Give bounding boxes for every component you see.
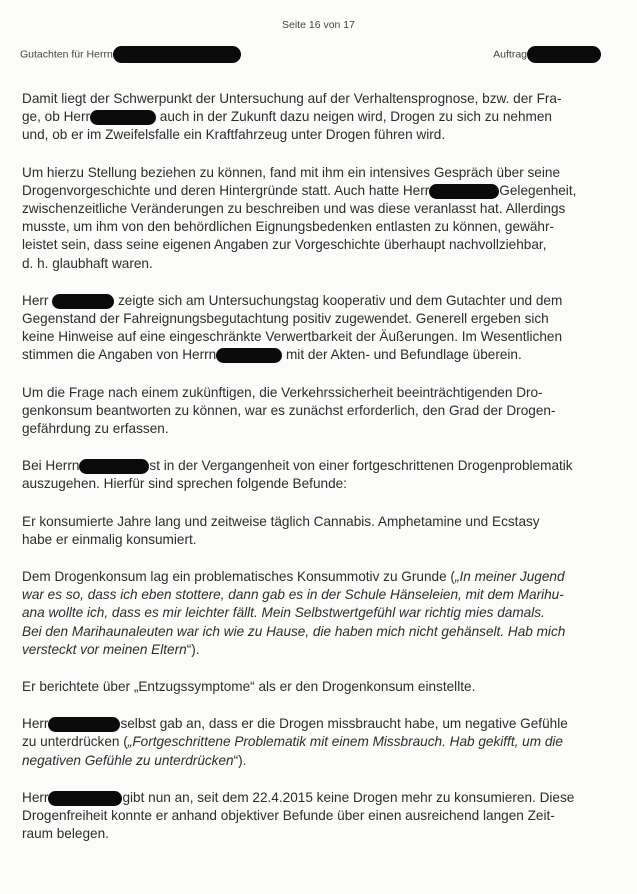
text-fragment: Drogenfreiheit konnte er anhand objektiver Befunde über einen ausreichend langen Zeit-	[22, 808, 555, 824]
quote-fragment: negativen Gefühle zu unterdrücken	[22, 752, 234, 768]
text-line	[22, 678, 612, 696]
paragraph-behavior-prognosis	[22, 90, 612, 145]
text-fragment: zwischenzeitliche Veränderungen zu beschreiben und was diese veranlasst hat. Allerdings	[22, 201, 566, 217]
text-fragment: “).	[233, 752, 247, 768]
text-fragment: und, ob er im Zweifelsfalle ein Kraftfahrzeug unter Drogen führen wird.	[22, 127, 446, 143]
text-line	[22, 402, 612, 420]
text-line	[22, 789, 612, 807]
text-fragment: zu unterdrücken (	[22, 734, 128, 750]
text-line	[22, 568, 612, 586]
paragraph-motive	[22, 568, 612, 659]
text-fragment: Gelegenheit,	[499, 182, 577, 198]
redaction-bar	[216, 348, 282, 363]
text-fragment: “).	[186, 641, 200, 657]
text-line	[22, 292, 612, 310]
text-fragment: Dem Drogenkonsum lag ein problematisches Konsummotiv zu Grunde (	[22, 569, 455, 585]
text-line	[22, 310, 612, 328]
paragraph-interview	[22, 164, 612, 273]
quote-fragment: Bei den Marihaunaleuten war ich wie zu Hause, die haben mich nicht gehänselt. Hab mich	[22, 623, 566, 639]
header-order	[493, 46, 601, 63]
redaction-bar	[79, 459, 149, 474]
header-order-label: Auftrag	[493, 48, 527, 61]
text-fragment: Herr	[22, 789, 49, 805]
redaction-bar	[52, 294, 114, 309]
text-line	[22, 623, 612, 641]
text-fragment: selbst gab an, dass er die Drogen missbraucht habe, um negative Gefühle	[120, 716, 568, 732]
text-line	[22, 457, 612, 475]
text-line	[22, 126, 612, 144]
text-line	[22, 513, 612, 531]
text-line	[22, 733, 612, 751]
text-fragment: Er berichtete über „Entzugssymptome“ als er den Drogenkonsum einstellte.	[22, 679, 476, 695]
text-fragment: auch in der Zukunft dazu neigen wird, Drogen zu sich zu nehmen	[159, 109, 552, 125]
text-fragment: genkonsum beantworten zu können, war es zunächst erforderlich, den Grad der Drogen-	[22, 402, 556, 418]
text-fragment: Damit liegt der Schwerpunkt der Untersuchung auf der Verhaltensprognose, bzw. der Fra-	[22, 91, 562, 106]
text-fragment: zeigte sich am Untersuchungstag kooperativ und dem Gutachter und dem	[118, 292, 563, 308]
paragraph-drug-risk	[22, 384, 612, 439]
text-line	[22, 346, 612, 364]
quote-fragment: „In meiner Jugend	[454, 569, 565, 585]
text-line	[22, 715, 612, 733]
text-line	[22, 236, 612, 254]
quote-fragment: ana wollte ich, dass es mir leichter fällt. Mein Selbstwertgefühl war richtig mies damals.	[22, 605, 545, 621]
text-fragment: mit der Akten- und Befundlage überein.	[285, 347, 522, 363]
paragraph-consumption	[22, 513, 612, 549]
redaction-bar	[429, 184, 499, 199]
paragraph-advanced-problem	[22, 457, 612, 493]
text-line	[22, 384, 612, 402]
paragraph-withdrawal	[22, 678, 612, 696]
text-line	[22, 604, 612, 622]
header-client	[20, 46, 241, 63]
text-line	[22, 200, 612, 218]
text-fragment: Drogenvorgeschichte und deren Hintergründe statt. Auch hatte Herr	[22, 182, 430, 198]
text-fragment: Bei Herrn	[22, 458, 80, 474]
text-fragment: stimmen die Angaben von Herrn	[22, 347, 217, 363]
header-client-label: Gutachten für Herrn	[20, 48, 113, 61]
text-line	[22, 807, 612, 825]
text-line	[22, 420, 612, 438]
text-fragment: Er konsumierte Jahre lang und zeitweise täglich Cannabis. Amphetamine und Ecstasy	[22, 513, 540, 529]
text-line	[22, 531, 612, 549]
text-fragment: Herr	[22, 716, 49, 732]
text-fragment: auszugehen. Hierfür sind sprechen folgende Befunde:	[22, 476, 347, 492]
text-line	[22, 328, 612, 346]
text-line	[22, 182, 612, 200]
text-line	[22, 164, 612, 182]
text-fragment: musste, um ihm von den behördlichen Eignungsbedenken entlasten zu können, gewähr-	[22, 219, 555, 235]
text-fragment: raum belegen.	[22, 826, 109, 842]
paragraph-cooperation	[22, 292, 612, 365]
text-fragment: leistet sein, dass seine eigenen Angaben zur Vorgeschichte überhaupt nachvollziehbar,	[22, 237, 547, 253]
text-fragment: Um die Frage nach einem zukünftigen, die Verkehrssicherheit beeinträchtigenden Dro-	[22, 384, 543, 400]
text-fragment: habe er einmalig konsumiert.	[22, 531, 197, 547]
text-fragment: Herr	[22, 292, 49, 308]
redaction-bar	[48, 791, 122, 806]
redaction-bar	[48, 717, 120, 732]
quote-fragment: versteckt vor meinen Eltern	[22, 641, 187, 657]
quote-fragment: war es so, dass ich eben stottere, dann gab es in der Schule Hänseleien, mit dem Marihu-	[22, 587, 564, 603]
text-line	[22, 641, 612, 659]
paragraph-abstinence	[22, 789, 612, 844]
text-fragment: st in der Vergangenheit von einer fortgeschrittenen Drogenproblematik	[149, 458, 573, 474]
text-fragment: Um hierzu Stellung beziehen zu können, fand mit ihm ein intensives Gespräch über seine	[22, 164, 561, 180]
text-fragment: ge, ob Herr	[22, 109, 91, 125]
page-number: Seite 16 von 17	[282, 19, 355, 31]
redaction-bar	[527, 46, 601, 63]
text-line	[22, 752, 612, 770]
text-line	[22, 475, 612, 493]
text-line	[22, 90, 612, 108]
redaction-bar	[113, 46, 241, 63]
text-line	[22, 218, 612, 236]
text-fragment: d. h. glaubhaft waren.	[22, 255, 153, 271]
report-body	[22, 90, 612, 863]
paragraph-misuse	[22, 715, 612, 770]
redaction-bar	[90, 110, 156, 125]
text-fragment: gefährdung zu erfassen.	[22, 421, 169, 437]
text-line	[22, 255, 612, 273]
text-line	[22, 825, 612, 843]
quote-fragment: „Fortgeschrittene Problematik mit einem Missbrauch. Hab gekifft, um die	[127, 734, 563, 750]
text-line	[22, 586, 612, 604]
text-line	[22, 108, 612, 126]
text-fragment: keine Hinweise auf eine eingeschränkte Verwertbarkeit der Äußerungen. Im Wesentlichen	[22, 329, 563, 345]
text-fragment: gibt nun an, seit dem 22.4.2015 keine Drogen mehr zu konsumieren. Diese	[122, 789, 575, 805]
text-fragment: Gegenstand der Fahreignungsbegutachtung positiv zugewendet. Generell ergeben sich	[22, 311, 549, 327]
